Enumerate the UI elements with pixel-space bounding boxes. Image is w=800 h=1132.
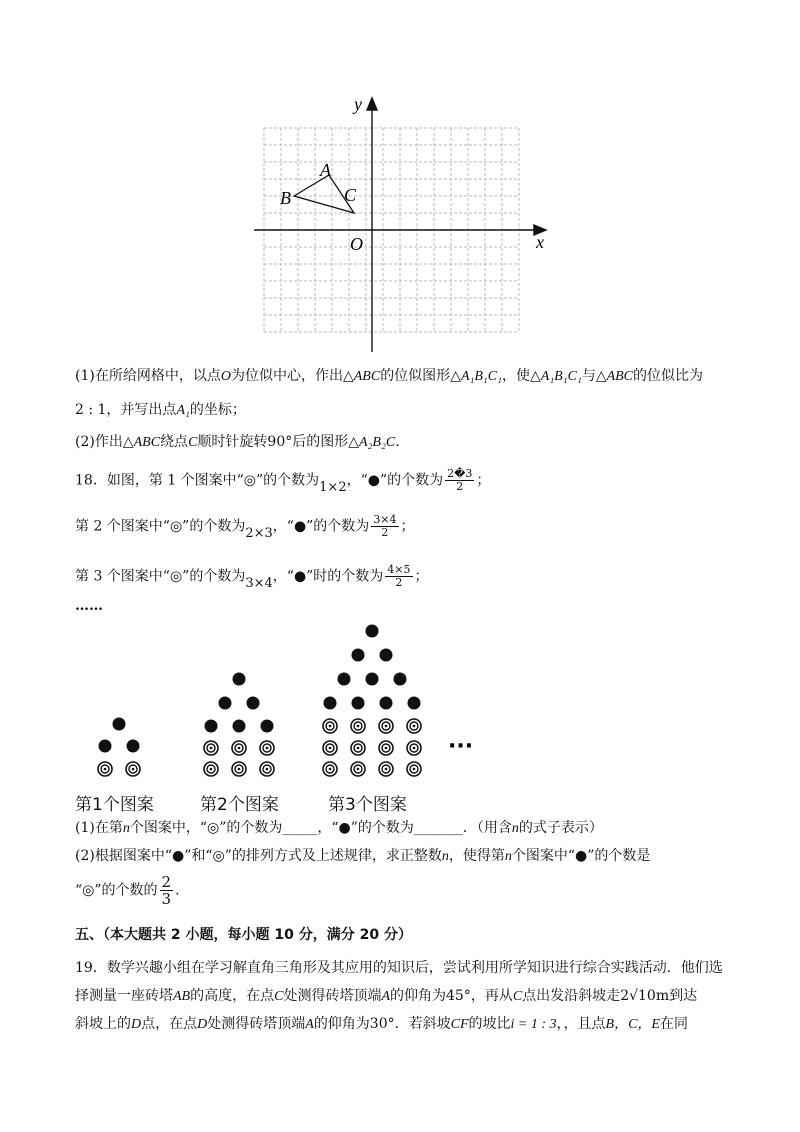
q19-line1: 19．数学兴趣小组在学习解直角三角形及其应用的知识后，尝试利用所学知识进行综合实践活动．他们选 (75, 960, 723, 976)
pattern-caption-1: 第1个图案 (75, 795, 154, 815)
q18-line3: 第 3 个图案中“◎”的个数为3×4，“●”时的个数为 $\frac{4\times 5}{2}$ ； (75, 563, 429, 591)
q19-line2: 择测量一座砖塔AB的高度，在点C处测得砖塔顶端A的仰角为45°，再从C点出发沿斜坡走2√10m到达 (75, 988, 698, 1004)
axis-x-label: x (536, 232, 544, 252)
q18-part2-line1: (2)根据图案中“●”和“◎”的排列方式及上述规律，求正整数n，使得第n个图案中“●”的个数是 (75, 848, 651, 864)
q17-part2: (2)作出△ABC绕点C顺时针旋转90°后的图形△A₂B₂C. (75, 434, 400, 450)
q18-line1: 18．如图，第 1 个图案中“◎”的个数为1×2，“●”的个数为 $\frac{2�3}{2}$ ； (75, 467, 491, 495)
pattern-3 (323, 625, 421, 777)
pattern-2 (204, 673, 274, 777)
pattern-ellipsis: ··· (448, 734, 474, 759)
q18-line2: 第 2 个图案中“◎”的个数为2×3，“●”的个数为 $\frac{3\times 4}{2}$ ； (75, 513, 415, 541)
point-b-label: B (280, 188, 291, 208)
axis-y-label: y (354, 94, 362, 114)
dot-patterns-figure (80, 615, 500, 790)
q18-part1: (1)在第n个图案中，“◎”的个数为_____，“●”的个数为_______．（用含n的式子表示） (75, 820, 603, 836)
q17-part1-line1: (1)在所给网格中，以点O为位似中心，作出△ABC的位似图形△A₁B₁C₁，使△A₁B₁C₁与△ABC的位似比为 (75, 368, 704, 384)
q18-part2-line2: “◎”的个数的 $\frac{2}{3}$ . (75, 873, 180, 908)
pattern-1 (98, 718, 140, 777)
q18-dots: …… (75, 598, 103, 614)
pattern-caption-2: 第2个图案 (200, 795, 279, 815)
coordinate-grid-figure (250, 90, 560, 355)
q17-part1-line2: 2 : 1，并写出点A₁的坐标； (75, 402, 246, 418)
origin-label: O (350, 234, 363, 254)
point-a-label: A (320, 160, 331, 180)
point-c-label: C (344, 185, 357, 205)
section-5-heading: 五、（本大题共 2 小题，每小题 10 分，满分 20 分） (75, 927, 412, 943)
pattern-caption-3: 第3个图案 (328, 795, 407, 815)
q19-line3: 斜坡上的D点，在点D处测得砖塔顶端A的仰角为30°．若斜坡CF的坡比i = 1 : 3，，且点B，C，E在同 (75, 1016, 688, 1032)
